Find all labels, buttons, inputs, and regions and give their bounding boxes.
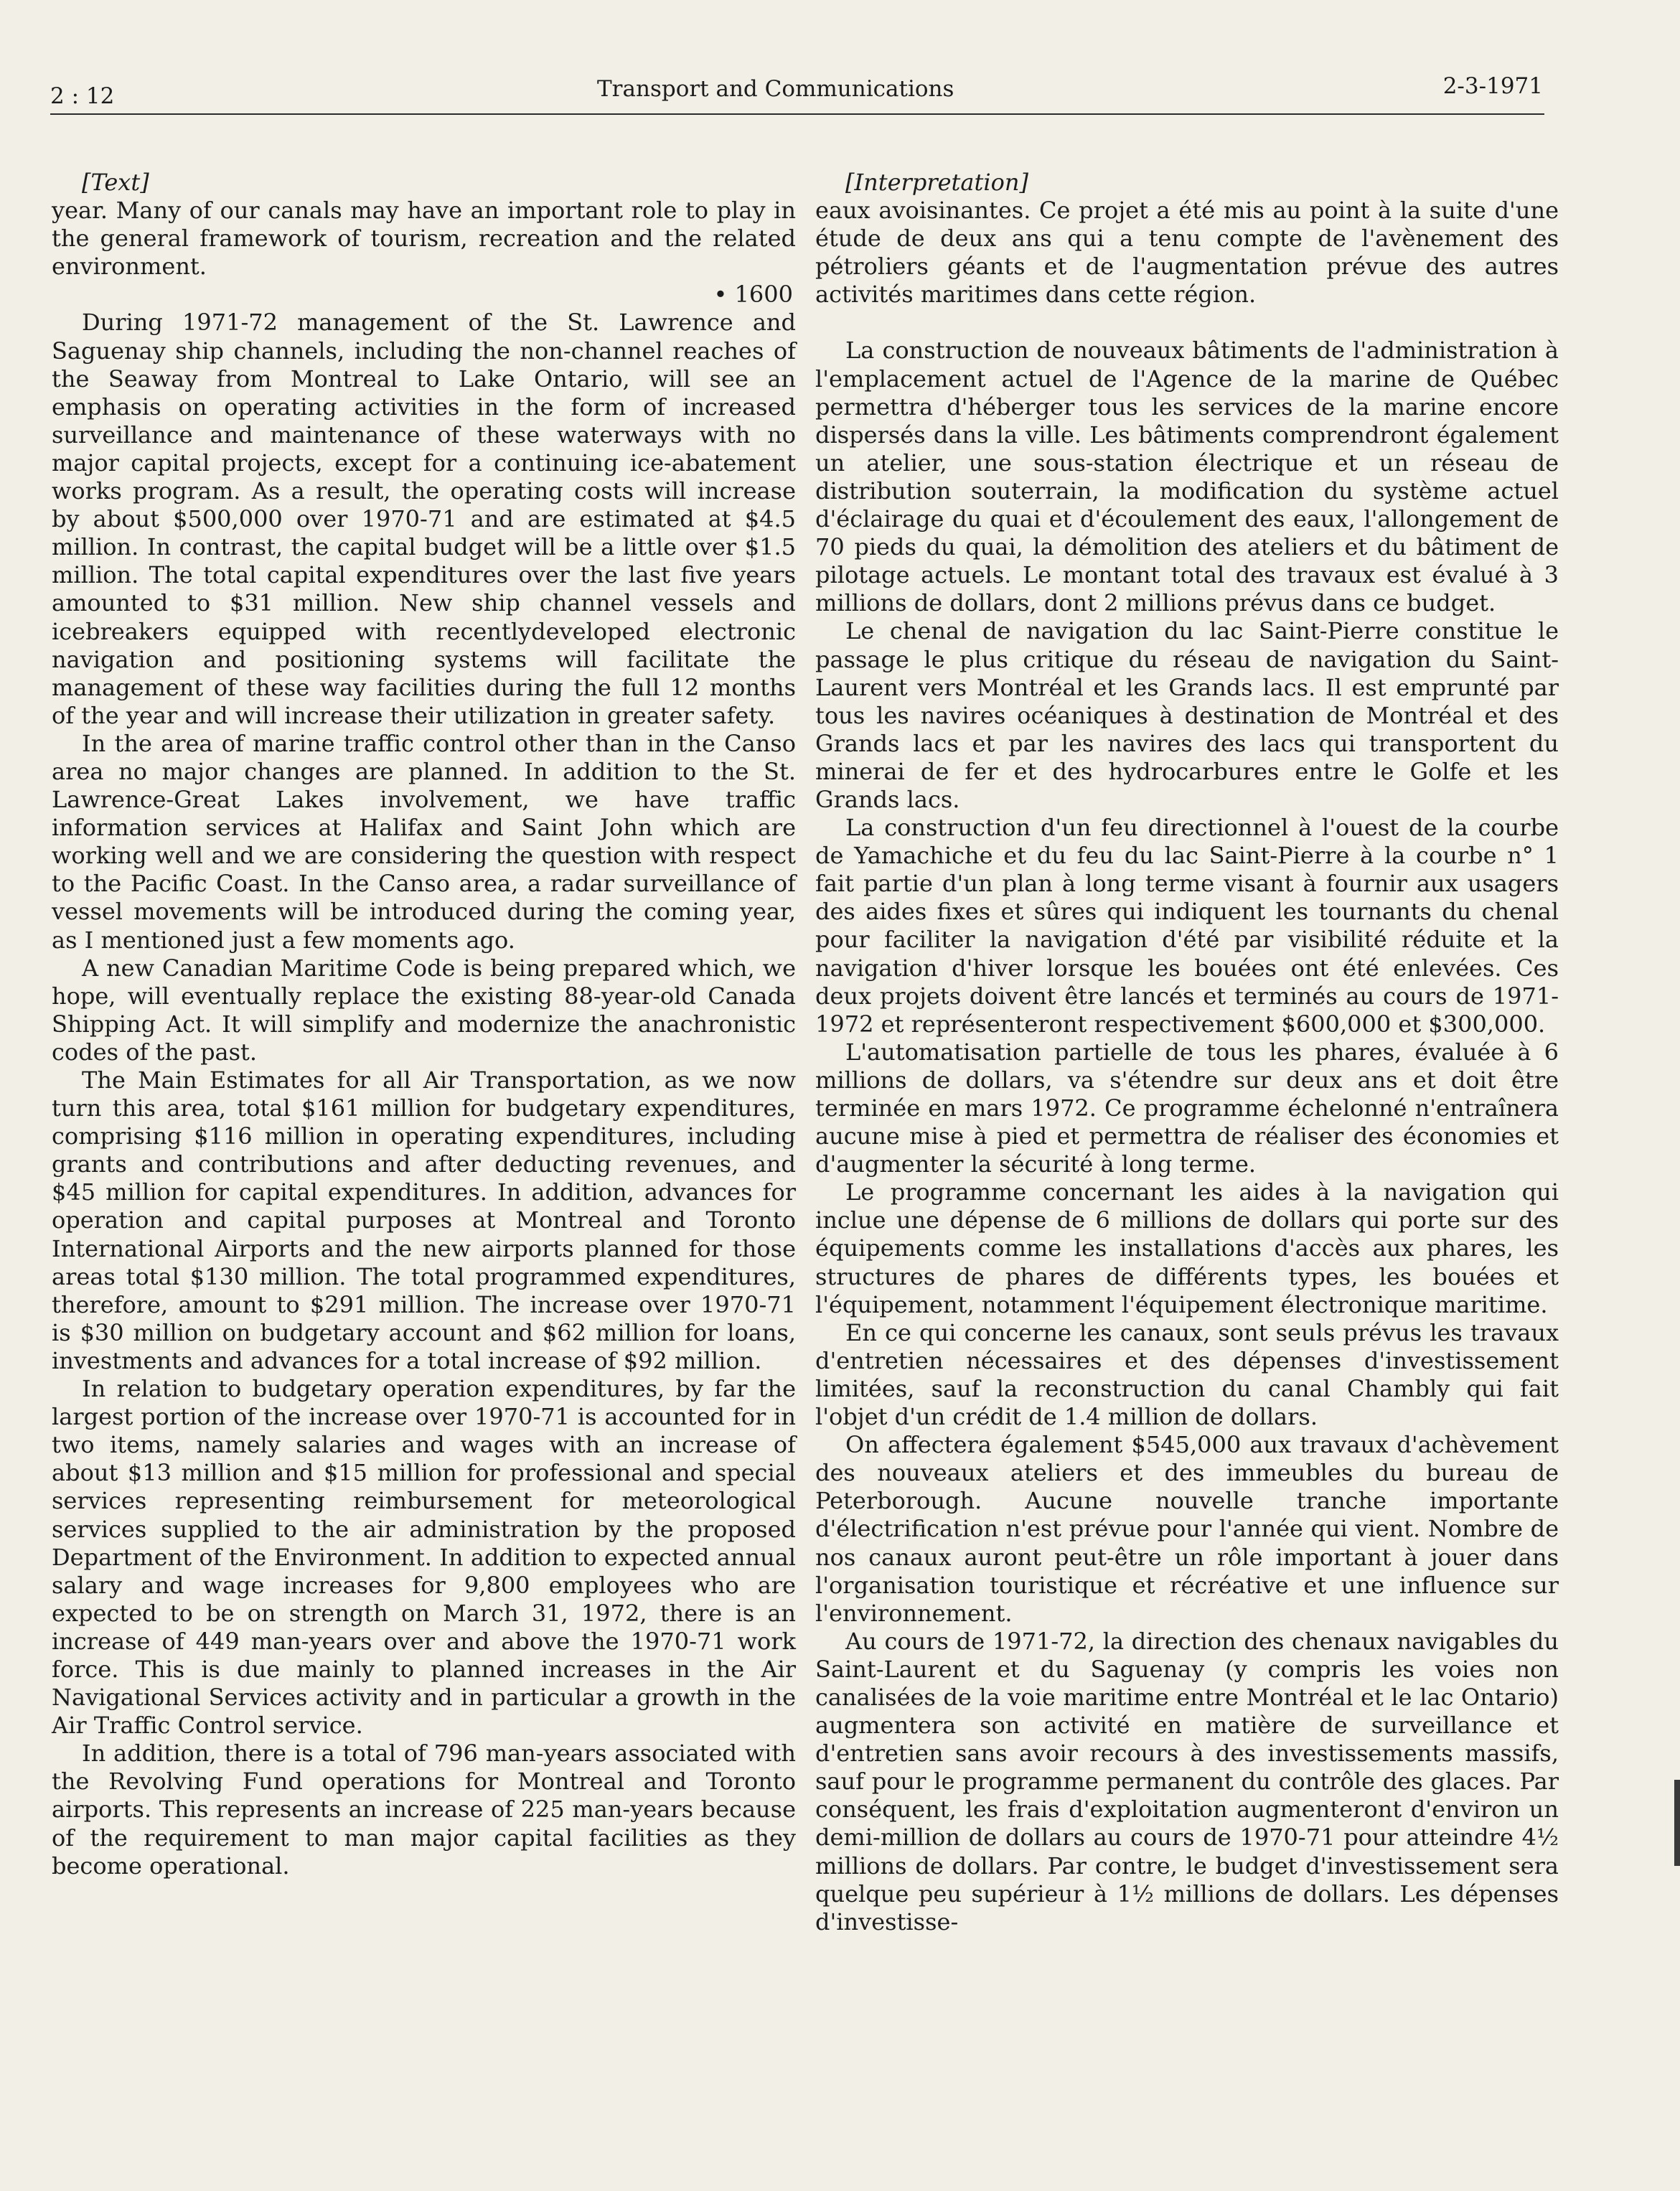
running-title: Transport and Communications [597, 76, 954, 102]
paragraph: eaux avoisinantes. Ce projet a été mis au point à la suite d'une étude de deux ans qui a tenu compte de l'avènement des pétroliers géants et de l'augmentation prévue des autres activités maritimes dans cette région. [815, 197, 1559, 309]
french-interpretation-column [815, 169, 1559, 1936]
page-header [50, 72, 1544, 115]
paragraph: In relation to budgetary operation expenditures, by far the largest portion of the increase over 1970-71 is accounted for in two items, namely salaries and wages with an increase of about $13 million and $15 million for professional and special services representing reimbursement for meteorological services supplied to the air administration by the proposed Department of the Environment. In addition to expected annual salary and wage increases for 9,800 employees who are expected to be on strength on March 31, 1972, there is an increase of 449 man-years over and above the 1970-71 work force. This is due mainly to planned increases in the Air Navigational Services activity and in particular a growth in the Air Traffic Control service. [52, 1375, 796, 1740]
paragraph: La construction de nouveaux bâtiments de l'administration à l'emplacement actuel de l'Agence de la marine de Québec permettra d'héberger tous les services de la marine encore dispersés dans la ville. Les bâtiments comprendront également un atelier, une sous-station électrique et un réseau de distribution souterrain, la modification du système actuel d'éclairage du quai et d'écoulement des eaux, l'allongement de 70 pieds du quai, la démolition des ateliers et du bâtiment de pilotage actuels. Le montant total des travaux est évalué à 3 millions de dollars, dont 2 millions prévus dans ce budget. [815, 337, 1559, 617]
paragraph: A new Canadian Maritime Code is being prepared which, we hope, will eventually replace the existing 88-year-old Canada Shipping Act. It will simplify and modernize the anachronistic codes of the past. [52, 954, 796, 1066]
interpretation-marker: [Interpretation] [845, 169, 1028, 196]
paragraph: On affectera également $545,000 aux travaux d'achèvement des nouveaux ateliers et des immeubles du bureau de Peterborough. Aucune nouvelle tranche importante d'électrification n'est prévue pour l'année qui vient. Nombre de nos canaux auront peut-être un rôle important à jouer dans l'organisation touristique et récréative et une influence sur l'environnement. [815, 1431, 1559, 1627]
paragraph: Le programme concernant les aides à la navigation qui inclue une dépense de 6 millions de dollars qui porte sur des équipements comme les installations d'accès aux phares, les structures de phares de différents types, les bouées et l'équipement, notamment l'équipement électronique maritime. [815, 1178, 1559, 1318]
text-marker: [Text] [82, 169, 149, 196]
paragraph: Au cours de 1971-72, la direction des chenaux navigables du Saint-Laurent et du Saguenay (y compris les voies non canalisées de la voie maritime entre Montréal et le lac Ontario) augmentera son activité en matière de surveillance et d'entretien sans avoir recours à des investissements massifs, sauf pour le programme permanent du contrôle des glaces. Par conséquent, les frais d'exploitation augmenteront d'environ un demi-million de dollars au cours de 1970-71 pour atteindre 4½ millions de dollars. Par contre, le budget d'investissement sera quelque peu supérieur à 1½ millions de dollars. Les dépenses d'investisse- [815, 1627, 1559, 1936]
english-text-column [52, 169, 796, 1880]
paragraph: In the area of marine traffic control other than in the Canso area no major changes are planned. In addition to the St. Lawrence-Great Lakes involvement, we have traffic information services at Halifax and Saint John which are working well and we are considering the question with respect to the Pacific Coast. In the Canso area, a radar surveillance of vessel movements will be introduced during the coming year, as I mentioned just a few moments ago. [52, 729, 796, 954]
paragraph: L'automatisation partielle de tous les phares, évaluée à 6 millions de dollars, va s'étendre sur deux ans et doit être terminée en mars 1972. Ce programme échelonné n'entraînera aucune mise à pied et permettra de réaliser des économies et d'augmenter la sécurité à long terme. [815, 1038, 1559, 1178]
timestamp: • 1600 [713, 281, 793, 309]
header-date: 2-3-1971 [1442, 73, 1543, 99]
page-edge-mark [1674, 1780, 1680, 1866]
paragraph: In addition, there is a total of 796 man-years associated with the Revolving Fund operations for Montreal and Toronto airports. This represents an increase of 225 man-years because of the requirement to man major capital facilities as they become operational. [52, 1740, 796, 1880]
paragraph: La construction d'un feu directionnel à l'ouest de la courbe de Yamachiche et du feu du lac Saint-Pierre à la courbe n° 1 fait partie d'un plan à long terme visant à fournir aux usagers des aides fixes et sûres qui indiquent les tournants du chenal pour faciliter la navigation d'été par visibilité réduite et la navigation d'hiver lorsque les bouées ont été enlevées. Ces deux projets doivent être lancés et terminés au cours de 1971-1972 et représenteront respectivement $600,000 et $300,000. [815, 814, 1559, 1038]
paragraph: During 1971-72 management of the St. Lawrence and Saguenay ship channels, including the non-channel reaches of the Seaway from Montreal to Lake Ontario, will see an emphasis on operating activities in the form of increased surveillance and maintenance of these waterways with no major capital projects, except for a continuing ice-abatement works program. As a result, the operating costs will increase by about $500,000 over 1970-71 and are estimated at $4.5 million. In contrast, the capital budget will be a little over $1.5 million. The total capital expenditures over the last five years amounted to $31 million. New ship channel vessels and icebreakers equipped with recentlydeveloped electronic navigation and positioning systems will facilitate the management of these way facilities during the full 12 months of the year and will increase their utilization in greater safety. [52, 309, 796, 729]
page-number: 2 : 12 [50, 83, 115, 109]
paragraph: En ce qui concerne les canaux, sont seuls prévus les travaux d'entretien nécessaires et des dépenses d'investissement limitées, sauf la reconstruction du canal Chambly qui fait l'objet d'un crédit de 1.4 million de dollars. [815, 1318, 1559, 1431]
paragraph: The Main Estimates for all Air Transportation, as we now turn this area, total $161 million for budgetary expenditures, comprising $116 million in operating expenditures, including grants and contributions and after deducting revenues, and $45 million for capital expenditures. In addition, advances for operation and capital purposes at Montreal and Toronto International Airports and the new airports planned for those areas total $130 million. The total programmed expenditures, therefore, amount to $291 million. The increase over 1970-71 is $30 million on budgetary account and $62 million for loans, investments and advances for a total increase of $92 million. [52, 1066, 796, 1374]
paragraph: year. Many of our canals may have an important role to play in the general framework of tourism, recreation and the related environment. [52, 197, 796, 281]
paragraph: Le chenal de navigation du lac Saint-Pierre constitue le passage le plus critique du réseau de navigation du Saint-Laurent vers Montréal et les Grands lacs. Il est emprunté par tous les navires océaniques à destination de Montréal et des Grands lacs et par les navires des lacs qui transportent du minerai de fer et des hydrocarbures entre le Golfe et les Grands lacs. [815, 617, 1559, 813]
